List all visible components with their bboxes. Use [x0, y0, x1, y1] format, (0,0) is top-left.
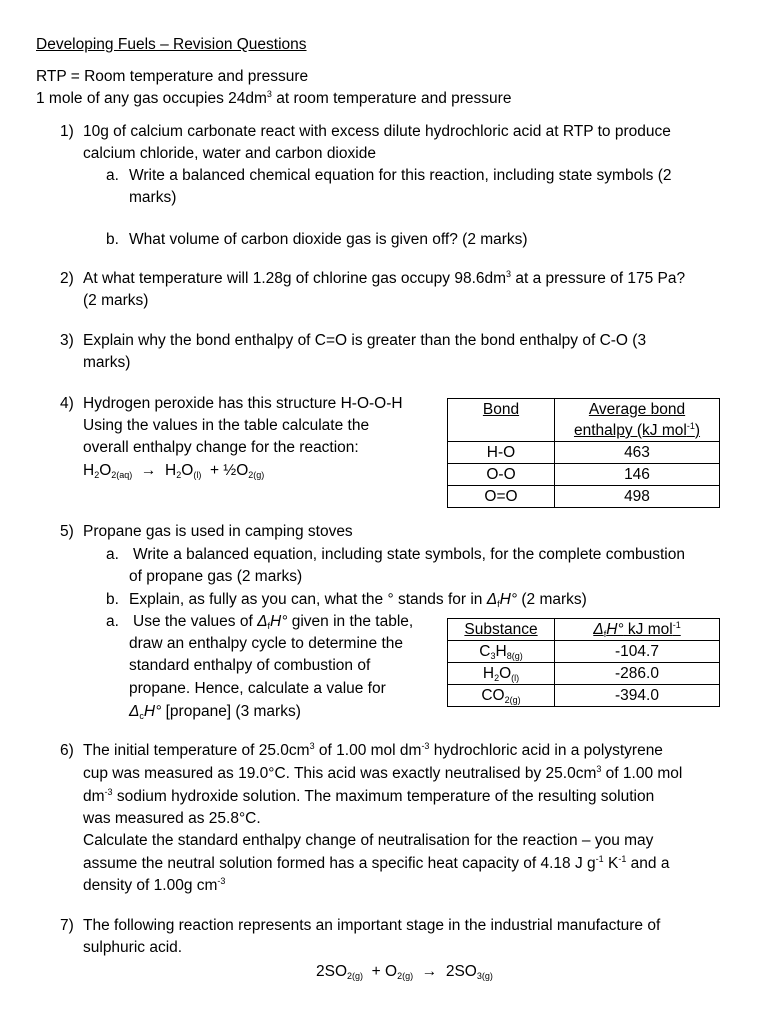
question-1a-text: Write a balanced chemical equation for this reaction, including state symbols (2: [129, 167, 672, 184]
question-4-text-cont-2: overall enthalpy change for the reaction:: [83, 439, 359, 456]
question-7-text: The following reaction represents an important stage in the industrial manufacture of: [83, 917, 661, 934]
table-row: $C_3H_{8(g)}$ -104.7: [448, 641, 720, 663]
question-2-number: 2): [60, 270, 74, 287]
question-6-text-cont-6: density of 1.00g $cm^{-3}$: [83, 876, 226, 894]
table-row: O-O 146: [448, 464, 720, 486]
question-4-equation: $H_2O_{2(aq)} \to H_2O_{(l)}$ + $\frac{1}{2}O_{2(g)}$: [83, 462, 265, 480]
question-2-text: At what temperature will 1.28g of chlorine gas occupy $98.6dm^3$ at a pressure of 175 Pa?: [83, 269, 686, 287]
question-3-number: 3): [60, 332, 74, 349]
mole-volume-note: 1 mole of any gas occupies $24dm^3$ at room temperature and pressure: [36, 89, 512, 107]
question-1b-label: b.: [106, 231, 119, 248]
question-6-text-cont: cup was measured as 19.0°C. This acid was exactly neutralised by $25.0cm^3$ of 1.00 mol: [83, 764, 683, 782]
bond-enthalpy-table: [447, 398, 720, 508]
question-5c-text: Use the values of $\Delta_fH^\circ$ given in the table,: [133, 613, 414, 631]
question-6-text-cont-3: was measured as 25.8°C.: [83, 810, 261, 827]
question-6-text-cont-2: $dm^{-3}$ sodium hydroxide solution. The maximum temperature of the resulting solution: [83, 787, 655, 805]
question-4-text-cont: Using the values in the table calculate the: [83, 417, 370, 434]
question-1-number: 1): [60, 123, 74, 140]
question-5a-text: Write a balanced equation, including state symbols, for the complete combustion: [133, 546, 685, 563]
table-row: H-O 463: [448, 442, 720, 464]
question-1a-text-cont: marks): [129, 189, 177, 206]
question-5b-text: Explain, as fully as you can, what the ° stands for in $\Delta_fH^\circ$ (2 marks): [129, 591, 587, 609]
page-title: Developing Fuels – Revision Questions: [36, 36, 307, 53]
table-header-enthalpy: Average bond enthalpy (kJ mol$^{-1}$): [555, 399, 720, 442]
rtp-definition: RTP = Room temperature and pressure: [36, 68, 309, 85]
question-5c-label: a.: [106, 613, 119, 630]
question-5a-text-cont: of propane gas (2 marks): [129, 568, 303, 585]
question-4-number: 4): [60, 395, 74, 412]
question-6-text-cont-4: Calculate the standard enthalpy change of neutralisation for the reaction – you may: [83, 832, 654, 849]
question-2-text-cont: (2 marks): [83, 292, 149, 309]
table-row: $H_2O_{(l)}$ -286.0: [448, 663, 720, 685]
question-5-text: Propane gas is used in camping stoves: [83, 523, 353, 540]
question-5c-text-cont-2: standard enthalpy of combustion of: [129, 657, 371, 674]
question-1-text: 10g of calcium carbonate react with excess dilute hydrochloric acid at RTP to produce: [83, 123, 671, 140]
formation-enthalpy-table: [447, 618, 720, 707]
question-5c-text-cont-4: $\Delta_cH^\circ$ [propane] (3 marks): [129, 703, 301, 721]
question-3-text-cont: marks): [83, 354, 131, 371]
question-7-text-cont: sulphuric acid.: [83, 939, 183, 956]
question-6-text: The initial temperature of $25.0cm^3$ of 1.00 mol $dm^{-3}$ hydrochloric acid in a polystyrene: [83, 741, 663, 759]
table-row: $CO_{2(g)}$ -394.0: [448, 685, 720, 707]
question-7-equation: $2SO_{2(g)} + O_{2(g)} \to 2SO_{3(g)}$: [316, 963, 493, 981]
table-row: O=O 498: [448, 486, 720, 508]
question-1b-text: What volume of carbon dioxide gas is given off? (2 marks): [129, 231, 528, 248]
question-6-text-cont-5: assume the neutral solution formed has a specific heat capacity of 4.18 J $g^{-1}$ $K^{-1}$ and a: [83, 854, 670, 872]
question-5-number: 5): [60, 523, 74, 540]
arrow-icon: →: [140, 462, 157, 479]
question-3-text: Explain why the bond enthalpy of C=O is greater than the bond enthalpy of C-O (3: [83, 332, 647, 349]
table-header-bond: Bond: [448, 399, 555, 442]
arrow-icon: →: [421, 963, 438, 980]
question-5a-label: a.: [106, 546, 119, 563]
question-5c-text-cont: draw an enthalpy cycle to determine the: [129, 635, 403, 652]
question-5c-text-cont-3: propane. Hence, calculate a value for: [129, 680, 386, 697]
table-header-substance: Substance: [448, 619, 555, 641]
question-7-number: 7): [60, 917, 74, 934]
question-5b-label: b.: [106, 591, 119, 608]
question-6-number: 6): [60, 742, 74, 759]
question-1-text-cont: calcium chloride, water and carbon dioxide: [83, 145, 376, 162]
question-4-text: Hydrogen peroxide has this structure H-O-O-H: [83, 395, 403, 412]
table-header-delta-h: $\Delta_fH^\circ$ kJ mol$^{-1}$: [555, 619, 720, 641]
question-1a-label: a.: [106, 167, 119, 184]
